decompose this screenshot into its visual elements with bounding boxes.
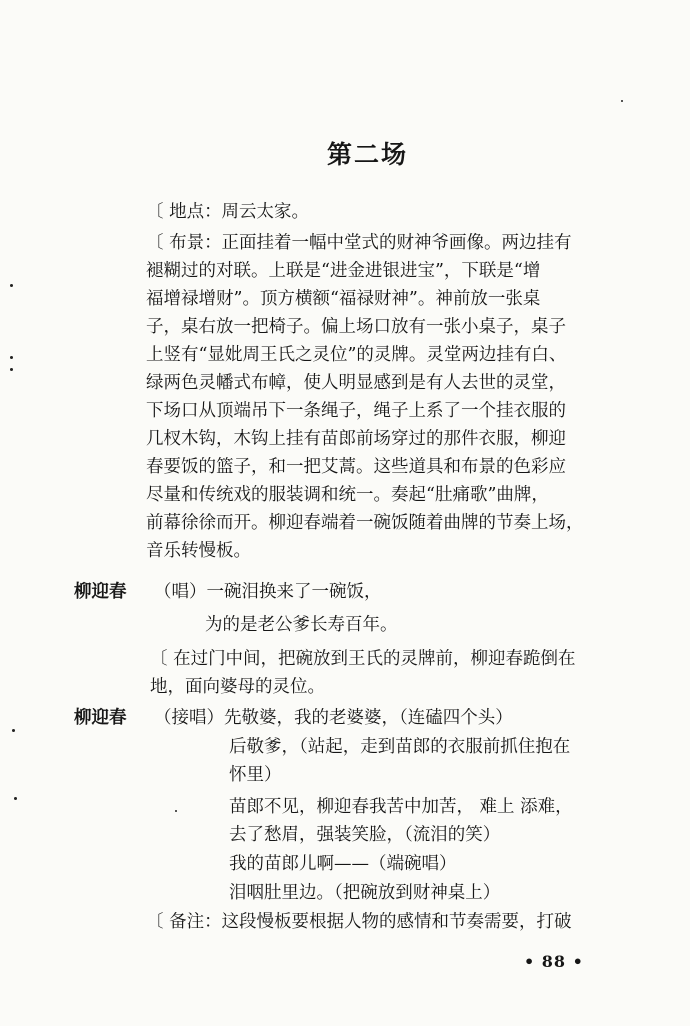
sung-line: 去了愁眉，强装笑脸，（流泪的笑） xyxy=(229,825,501,845)
scan-speck xyxy=(12,729,15,732)
sung-line: （唱）一碗泪换来了一碗饭， xyxy=(154,582,382,602)
speaker-name: 柳迎春 xyxy=(74,708,127,728)
scene-line: 前幕徐徐而开。柳迎春端着一碗饭随着曲牌的节奏上场， xyxy=(146,513,584,533)
sung-line: 我的苗郎儿啊——（端碗唱） xyxy=(229,854,457,874)
stage-direction: 〔 在过门中间，把碗放到王氏的灵牌前，柳迎春跪倒在 xyxy=(150,649,576,669)
scene-line: 尽量和传统戏的服装调和统一。奏起“肚痛歌”曲牌， xyxy=(146,485,549,505)
scene-line: 子，桌右放一把椅子。偏上场口放有一张小桌子，桌子 xyxy=(146,317,566,337)
sung-line: 后敬爹，（站起，走到苗郎的衣服前抓住抱在 xyxy=(229,737,571,757)
scan-speck xyxy=(10,356,13,359)
sung-line: 怀里） xyxy=(229,765,282,785)
sung-line: （接唱）先敬婆，我的老婆婆，（连磕四个头） xyxy=(154,708,513,728)
scene-line: 上竖有“显妣周王氏之灵位”的灵牌。灵堂两边挂有白、 xyxy=(146,345,567,365)
sung-line: 苗郎不见，柳迎春我苦中加苦， 难上 添难， xyxy=(229,797,573,817)
scene-line: 福增禄增财”。顶方横额“福禄财神”。神前放一张桌 xyxy=(146,289,541,309)
scan-speck xyxy=(621,100,623,102)
page-number: • 88 • xyxy=(524,952,584,971)
stage-direction: 地，面向婆母的灵位。 xyxy=(150,677,325,697)
sung-line: 为的是老公爹长寿百年。 xyxy=(205,615,398,635)
scene-line: 几杈木钩，木钩上挂有苗郎前场穿过的那件衣服，柳迎 xyxy=(146,429,566,449)
speaker-name: 柳迎春 xyxy=(74,582,127,602)
scene-line: 褪糊过的对联。上联是“进金进银进宝”，下联是“增 xyxy=(146,261,541,281)
sung-line: 泪咽肚里边。（把碗放到财神桌上） xyxy=(229,883,501,903)
scan-speck xyxy=(10,368,13,371)
scan-speck xyxy=(10,284,13,287)
scene-line: 〔 布景：正面挂着一幅中堂式的财神爷画像。两边挂有 xyxy=(146,233,572,253)
scene-line: 绿两色灵幡式布幛，使人明显感到是有人去世的灵堂， xyxy=(146,373,566,393)
setting-place: 〔 地点：周云太家。 xyxy=(146,202,310,222)
scene-line: 春要饭的篮子，和一把艾蒿。这些道具和布景的色彩应 xyxy=(146,457,566,477)
scene-line: 下场口从顶端吊下一条绳子，绳子上系了一个挂衣服的 xyxy=(146,401,566,421)
scan-speck xyxy=(14,797,17,800)
scan-speck xyxy=(175,810,177,812)
note-line: 〔 备注：这段慢板要根据人物的感情和节奏需要，打破 xyxy=(146,912,572,932)
scene-line: 音乐转慢板。 xyxy=(146,541,251,561)
scene-title: 第二场 xyxy=(326,140,408,169)
